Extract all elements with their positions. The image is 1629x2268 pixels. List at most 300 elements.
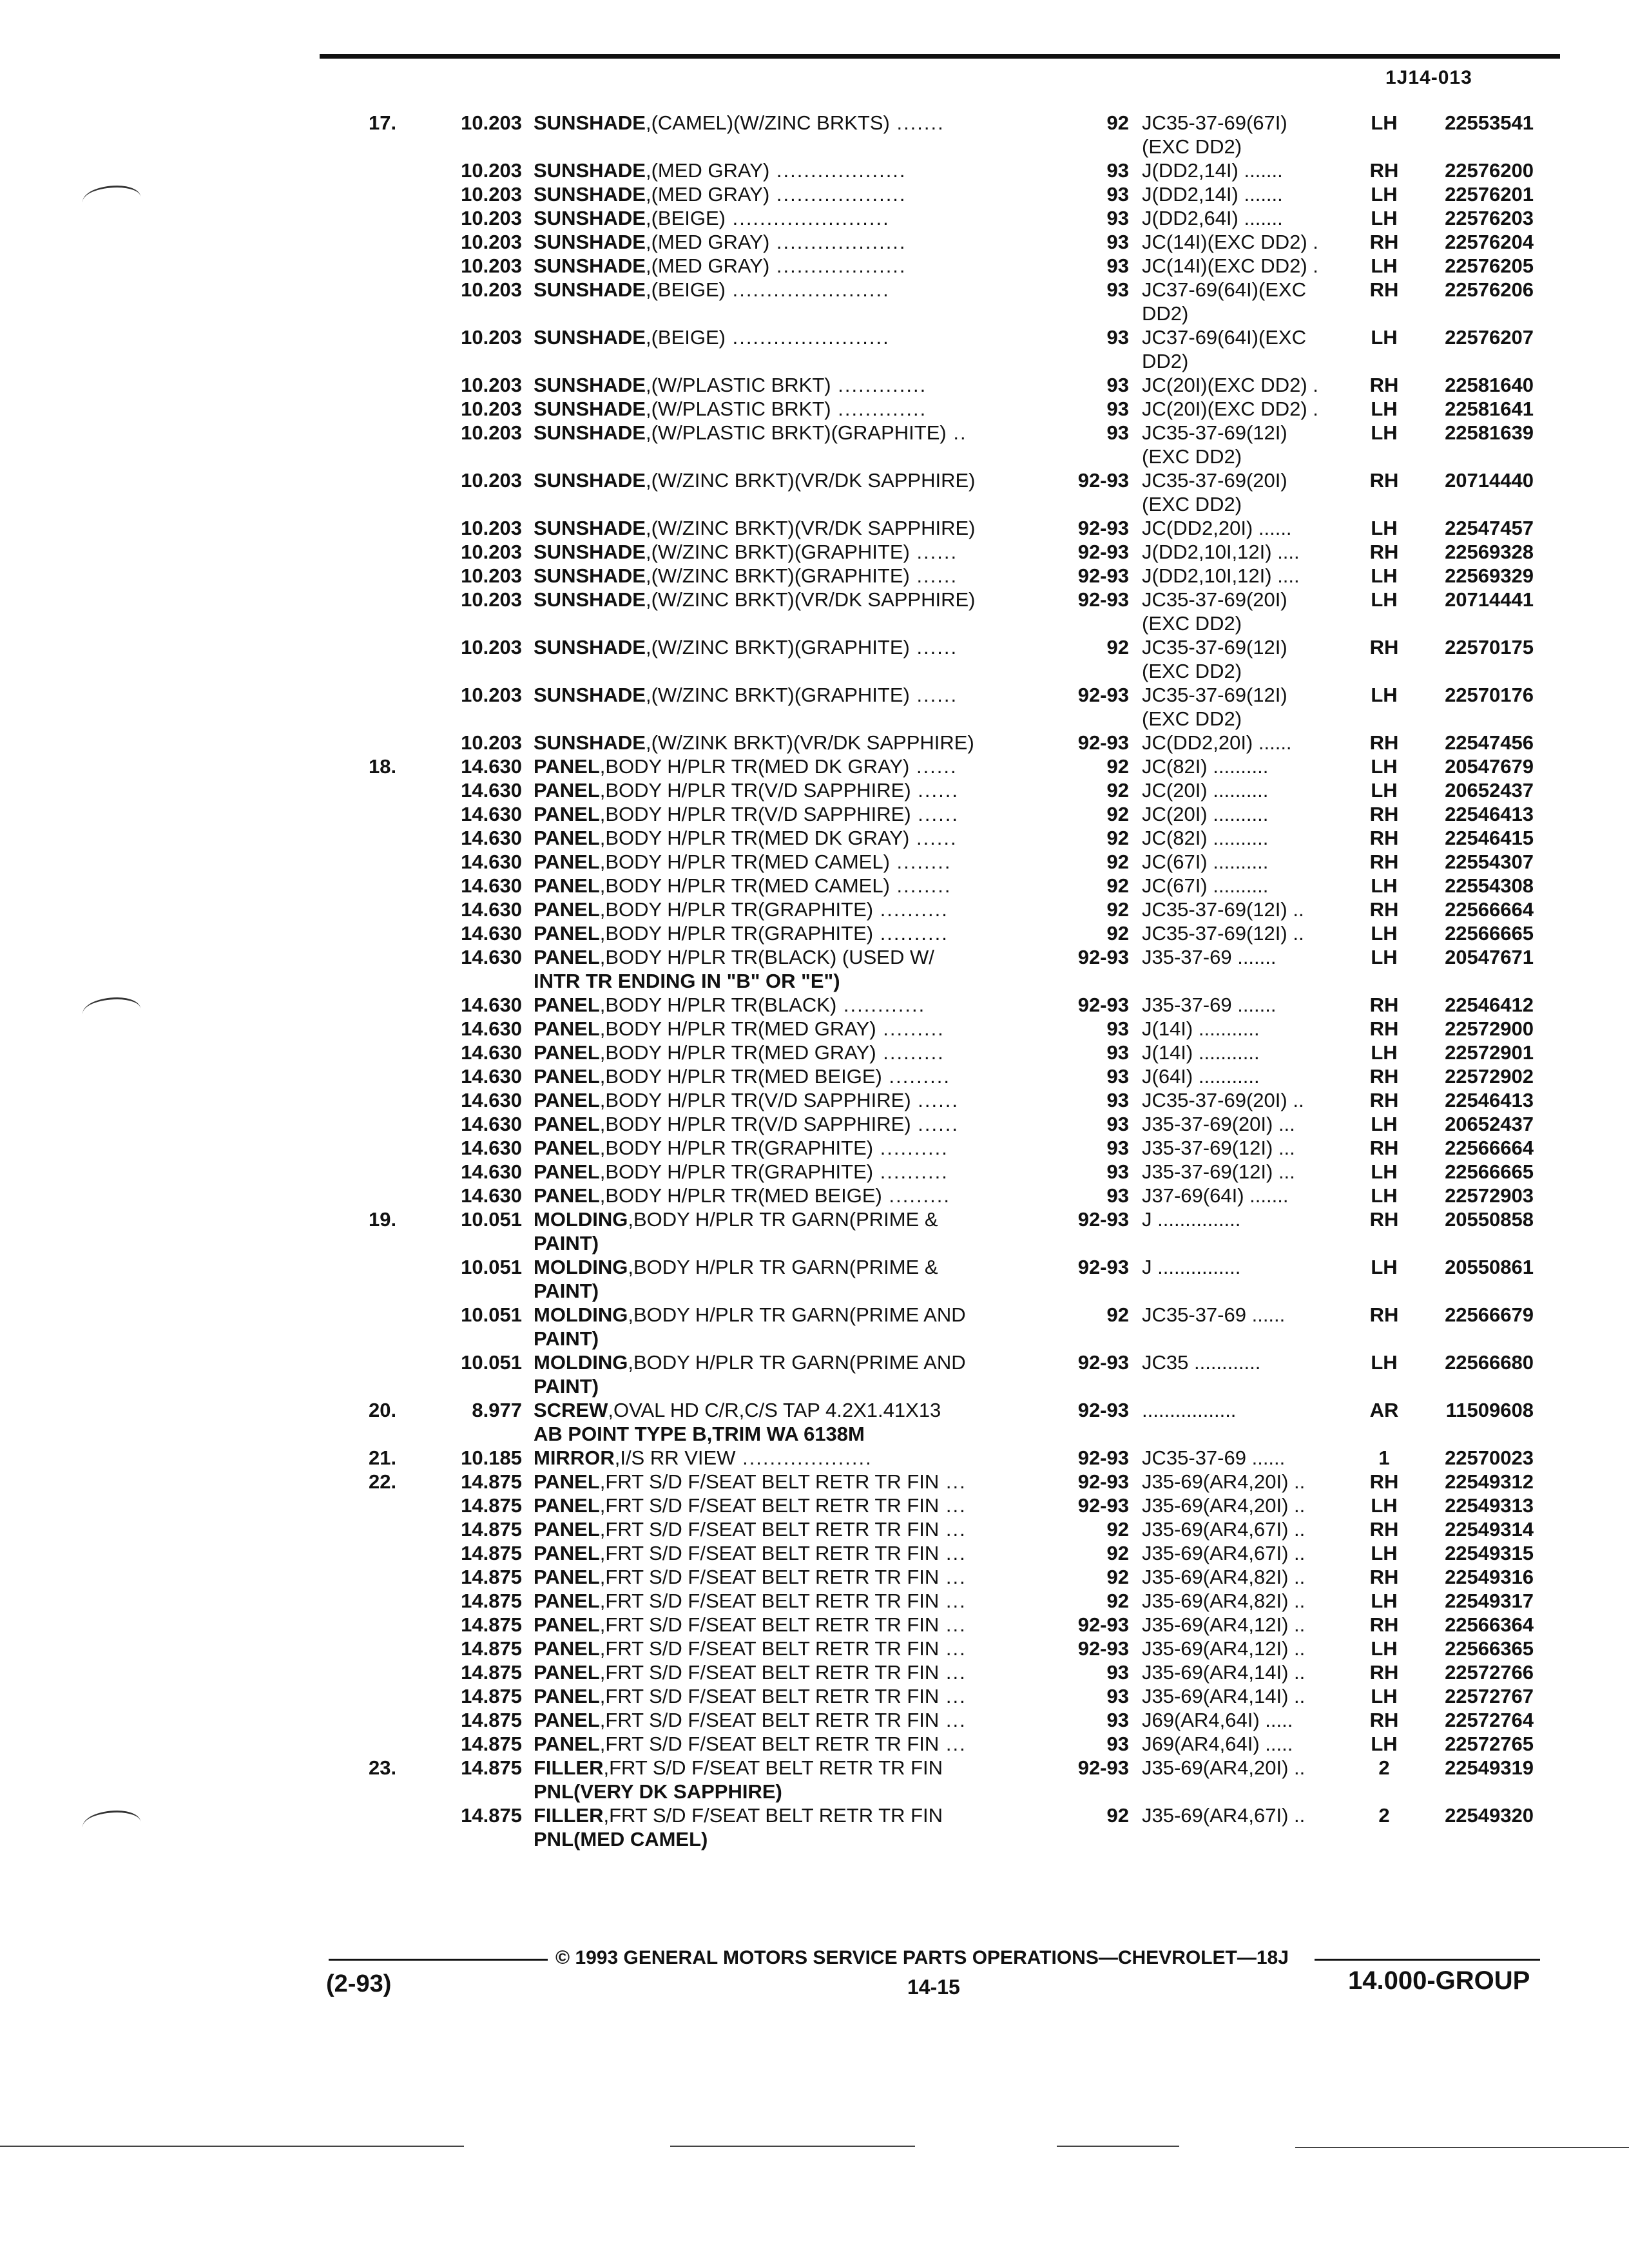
model-application: J37-69(64I) .......	[1142, 1184, 1289, 1207]
scan-edge-line	[1295, 2147, 1629, 2148]
part-number: 22572900	[1445, 1017, 1534, 1040]
reference-number: 14.630	[461, 922, 522, 945]
reference-number: 14.875	[461, 1542, 522, 1564]
leader-dots: ...................	[769, 183, 907, 206]
part-description	[534, 1279, 599, 1303]
reference-number: 10.203	[461, 159, 522, 182]
model-application: J35-37-69(12I) ...	[1142, 1160, 1295, 1183]
parts-row	[0, 1279, 1629, 1303]
model-year: 92-93	[1077, 588, 1129, 611]
parts-row	[0, 945, 1629, 969]
part-name: SUNSHADE	[534, 421, 646, 444]
side-code: LH	[1371, 1637, 1398, 1660]
part-name: SUNSHADE	[534, 469, 646, 492]
leader-dots: ......	[909, 755, 958, 778]
model-year: 93	[1106, 1184, 1129, 1207]
part-detail: ,BODY H/PLR TR(MED CAMEL)	[599, 850, 890, 873]
part-number: 22572903	[1445, 1184, 1534, 1207]
model-application: JC35-37-69 ......	[1142, 1446, 1286, 1469]
part-name: SUNSHADE	[534, 517, 646, 539]
model-application: JC(20I) ..........	[1142, 779, 1269, 802]
side-code: LH	[1371, 1590, 1398, 1612]
part-detail: ,(W/PLASTIC BRKT)	[645, 398, 831, 420]
part-description	[534, 1088, 959, 1112]
part-name: PANEL	[534, 1017, 600, 1040]
model-year: 93	[1106, 207, 1129, 229]
part-name: FILLER	[534, 1804, 604, 1827]
part-description	[534, 1136, 949, 1160]
item-number: 17.	[369, 111, 397, 134]
parts-row	[0, 278, 1629, 302]
model-application: J(14I) ...........	[1142, 1017, 1260, 1040]
parts-row	[0, 564, 1629, 588]
parts-row	[0, 1684, 1629, 1708]
model-application: (EXC DD2)	[1142, 493, 1242, 515]
parts-row	[0, 1350, 1629, 1374]
reference-number: 14.875	[461, 1756, 522, 1779]
model-application: J(DD2,14I) .......	[1142, 159, 1283, 182]
leader-dots: ...	[939, 1542, 967, 1564]
part-name: SUNSHADE	[534, 374, 646, 396]
parts-row	[0, 707, 1629, 731]
reference-number: 14.630	[461, 1184, 522, 1207]
part-number: 22572764	[1445, 1709, 1534, 1731]
part-description	[534, 1565, 967, 1589]
model-year: 92-93	[1077, 1470, 1129, 1493]
part-detail: ,FRT S/D F/SEAT BELT RETR TR FIN	[599, 1542, 940, 1564]
part-description	[534, 397, 927, 421]
part-number: 22546412	[1445, 994, 1534, 1016]
side-code: RH	[1369, 1017, 1399, 1040]
reference-number: 14.630	[461, 1017, 522, 1040]
part-detail: ,BODY H/PLR TR(MED DK GRAY)	[599, 755, 910, 778]
model-application: J35-69(AR4,67I) ..	[1142, 1518, 1306, 1541]
part-name: PANEL	[534, 1685, 600, 1707]
part-number: 22581639	[1445, 421, 1534, 444]
model-application: J(DD2,10I,12I) ....	[1142, 564, 1300, 587]
leader-dots: ......	[911, 779, 959, 802]
part-description	[534, 159, 907, 182]
model-application: DD2)	[1142, 350, 1189, 372]
model-application: J35-69(AR4,82I) ..	[1142, 1590, 1306, 1612]
reference-number: 14.630	[461, 874, 522, 897]
part-description	[534, 1732, 967, 1756]
part-description	[534, 898, 949, 921]
part-detail: ,FRT S/D F/SEAT BELT RETR TR FIN	[599, 1661, 940, 1684]
model-year: 93	[1106, 326, 1129, 349]
side-code: RH	[1369, 1661, 1399, 1684]
part-number: 20652437	[1445, 1113, 1534, 1135]
part-number: 22569328	[1445, 541, 1534, 563]
model-application: J35-69(AR4,14I) ..	[1142, 1685, 1306, 1707]
model-year: 93	[1106, 183, 1129, 206]
item-number: 22.	[369, 1470, 397, 1493]
reference-number: 10.203	[461, 374, 522, 396]
parts-row	[0, 302, 1629, 325]
model-application: J35-69(AR4,20I) ..	[1142, 1470, 1306, 1493]
part-number: 20714440	[1445, 469, 1534, 492]
part-detail: ,BODY H/PLR TR(MED BEIGE)	[599, 1065, 882, 1088]
side-code: RH	[1369, 1470, 1399, 1493]
parts-row	[0, 1732, 1629, 1756]
parts-row	[0, 659, 1629, 683]
model-application: (EXC DD2)	[1142, 660, 1242, 682]
side-code: RH	[1369, 541, 1399, 563]
part-detail: ,FRT S/D F/SEAT BELT RETR TR FIN	[599, 1494, 940, 1517]
parts-row	[0, 445, 1629, 468]
part-description	[534, 1184, 950, 1207]
part-description	[534, 1207, 938, 1231]
model-year: 92-93	[1077, 731, 1129, 754]
side-code: RH	[1369, 278, 1399, 301]
part-detail: ,(MED GRAY)	[645, 183, 770, 206]
part-number: 22549312	[1445, 1470, 1534, 1493]
reference-number: 10.203	[461, 684, 522, 706]
part-description	[534, 945, 934, 969]
model-application: JC(82I) ..........	[1142, 827, 1269, 849]
parts-row	[0, 254, 1629, 278]
model-year: 93	[1106, 1733, 1129, 1755]
part-description	[534, 230, 907, 254]
scan-edge-line	[0, 2146, 464, 2147]
part-number: 22549317	[1445, 1590, 1534, 1612]
leader-dots: ...................	[769, 159, 907, 182]
reference-number: 10.203	[461, 636, 522, 658]
reference-number: 10.203	[461, 111, 522, 134]
part-description	[534, 468, 975, 492]
part-detail: ,(W/ZINC BRKT)(GRAPHITE)	[645, 684, 910, 706]
part-detail: ,(W/ZINK BRKT)(VR/DK SAPPHIRE)	[645, 731, 974, 754]
leader-dots: ...	[939, 1566, 967, 1588]
reference-number: 14.630	[461, 850, 522, 873]
part-description	[534, 874, 951, 898]
part-name: SUNSHADE	[534, 159, 646, 182]
part-number: 22569329	[1445, 564, 1534, 587]
part-detail: ,(CAMEL)(W/ZINC BRKTS)	[645, 111, 890, 134]
model-application: J69(AR4,64I) .....	[1142, 1733, 1293, 1755]
reference-number: 10.203	[461, 207, 522, 229]
part-number: 22546415	[1445, 827, 1534, 849]
model-year: 92-93	[1077, 1613, 1129, 1636]
leader-dots: .............	[831, 398, 927, 420]
leader-dots: .........	[882, 1184, 951, 1207]
model-application: JC35-37-69(67I)	[1142, 111, 1287, 134]
side-code: RH	[1369, 803, 1399, 825]
part-description	[534, 564, 958, 588]
side-code: LH	[1371, 1494, 1398, 1517]
part-detail: ,FRT S/D F/SEAT BELT RETR TR FIN	[599, 1733, 940, 1755]
part-detail: ,BODY H/PLR TR(MED GRAY)	[599, 1041, 876, 1064]
model-application: (EXC DD2)	[1142, 612, 1242, 635]
leader-dots: ..	[946, 421, 967, 444]
parts-row	[0, 325, 1629, 349]
part-name: SUNSHADE	[534, 731, 646, 754]
parts-row	[0, 1017, 1629, 1041]
model-application: .................	[1142, 1399, 1237, 1421]
parts-row	[0, 1589, 1629, 1613]
footer-page-number: 14-15	[907, 1975, 960, 1999]
side-code: LH	[1371, 564, 1398, 587]
side-code: LH	[1371, 874, 1398, 897]
parts-row	[0, 778, 1629, 802]
part-number: 22566680	[1445, 1351, 1534, 1374]
part-description	[534, 1255, 938, 1279]
part-description	[534, 206, 890, 230]
parts-row	[0, 1207, 1629, 1231]
part-name: PANEL	[534, 1470, 600, 1493]
reference-number: 10.051	[461, 1208, 522, 1231]
part-name: PANEL	[534, 1590, 600, 1612]
part-number: 22549314	[1445, 1518, 1534, 1541]
footer-group: 14.000-GROUP	[1348, 1966, 1530, 1995]
model-year: 92-93	[1077, 517, 1129, 539]
part-name: SUNSHADE	[534, 541, 646, 563]
model-application: JC(DD2,20I) ......	[1142, 517, 1292, 539]
part-number: 22576204	[1445, 231, 1534, 253]
side-code: LH	[1371, 1733, 1398, 1755]
reference-number: 14.630	[461, 827, 522, 849]
part-detail: ,I/S RR VIEW	[614, 1446, 736, 1469]
part-detail: ,(MED GRAY)	[645, 255, 770, 277]
parts-row	[0, 349, 1629, 373]
part-detail: ,FRT S/D F/SEAT BELT RETR TR FIN	[599, 1566, 940, 1588]
model-year: 92-93	[1077, 1399, 1129, 1421]
side-code: LH	[1371, 1685, 1398, 1707]
model-application: JC35-37-69 ......	[1142, 1303, 1286, 1326]
model-application: J35-69(AR4,12I) ..	[1142, 1637, 1306, 1660]
parts-row	[0, 1541, 1629, 1565]
part-name: SUNSHADE	[534, 255, 646, 277]
reference-number: 14.630	[461, 803, 522, 825]
reference-number: 10.051	[461, 1303, 522, 1326]
part-number: 22554307	[1445, 850, 1534, 873]
reference-number: 14.630	[461, 755, 522, 778]
part-number: 22549319	[1445, 1756, 1534, 1779]
parts-row	[0, 1398, 1629, 1422]
parts-row	[0, 421, 1629, 445]
model-year: 93	[1106, 1065, 1129, 1088]
parts-row	[0, 540, 1629, 564]
model-application: (EXC DD2)	[1142, 135, 1242, 158]
part-number: 22566364	[1445, 1613, 1534, 1636]
parts-row	[0, 1517, 1629, 1541]
part-name: PANEL	[534, 1542, 600, 1564]
model-year: 92-93	[1077, 541, 1129, 563]
model-year: 93	[1106, 159, 1129, 182]
reference-number: 14.630	[461, 1041, 522, 1064]
leader-dots: ...	[939, 1494, 967, 1517]
parts-row	[0, 731, 1629, 754]
model-year: 93	[1106, 1089, 1129, 1111]
leader-dots: .......................	[725, 207, 890, 229]
part-name: INTR TR ENDING IN "B" OR "E")	[534, 970, 840, 992]
reference-number: 14.630	[461, 779, 522, 802]
parts-row	[0, 230, 1629, 254]
model-year: 92	[1106, 922, 1129, 945]
part-number: 22576200	[1445, 159, 1534, 182]
model-application: JC35-37-69(20I)	[1142, 588, 1287, 611]
parts-row	[0, 683, 1629, 707]
model-application: J35-37-69(20I) ...	[1142, 1113, 1295, 1135]
side-code: LH	[1371, 111, 1398, 134]
reference-number: 14.630	[461, 994, 522, 1016]
part-name: PANEL	[534, 946, 600, 968]
model-application: J35-69(AR4,14I) ..	[1142, 1661, 1306, 1684]
part-detail: ,(W/ZINC BRKT)(GRAPHITE)	[645, 564, 910, 587]
part-description	[534, 1827, 708, 1851]
part-number: 22546413	[1445, 803, 1534, 825]
reference-number: 14.875	[461, 1590, 522, 1612]
parts-row	[0, 874, 1629, 898]
reference-number: 14.875	[461, 1637, 522, 1660]
parts-row	[0, 921, 1629, 945]
part-detail: ,(W/PLASTIC BRKT)	[645, 374, 831, 396]
leader-dots: .......................	[725, 278, 890, 301]
leader-dots: ...................	[769, 255, 907, 277]
part-detail: ,FRT S/D F/SEAT BELT RETR TR FIN	[599, 1590, 940, 1612]
part-description	[534, 1780, 782, 1803]
parts-row	[0, 1780, 1629, 1803]
part-detail: ,BODY H/PLR TR(MED GRAY)	[599, 1017, 876, 1040]
part-name: MOLDING	[534, 1256, 628, 1278]
side-code: LH	[1371, 946, 1398, 968]
part-detail: ,(MED GRAY)	[645, 231, 770, 253]
reference-number: 10.203	[461, 421, 522, 444]
part-detail: ,BODY H/PLR TR GARN(PRIME &	[628, 1256, 938, 1278]
reference-number: 8.977	[472, 1399, 522, 1421]
part-name: PANEL	[534, 994, 600, 1016]
part-detail: ,FRT S/D F/SEAT BELT RETR TR FIN	[599, 1470, 940, 1493]
model-application: JC(82I) ..........	[1142, 755, 1269, 778]
model-year: 93	[1106, 231, 1129, 253]
model-application: JC35-37-69(20I) ..	[1142, 1089, 1304, 1111]
model-year: 92	[1106, 636, 1129, 658]
model-application: JC(DD2,20I) ......	[1142, 731, 1292, 754]
model-year: 93	[1106, 421, 1129, 444]
part-name: PAINT)	[534, 1280, 599, 1302]
leader-dots: ...	[939, 1733, 967, 1755]
model-year: 93	[1106, 1160, 1129, 1183]
part-description	[534, 1613, 967, 1637]
model-application: JC37-69(64I)(EXC	[1142, 278, 1306, 301]
reference-number: 10.203	[461, 469, 522, 492]
part-number: 22570023	[1445, 1446, 1534, 1469]
parts-row	[0, 492, 1629, 516]
part-number: 22549316	[1445, 1566, 1534, 1588]
side-code: RH	[1369, 374, 1399, 396]
leader-dots: .........	[882, 1065, 951, 1088]
parts-row	[0, 898, 1629, 921]
parts-row	[0, 1803, 1629, 1827]
model-year: 92-93	[1077, 1637, 1129, 1660]
part-number: 22566679	[1445, 1303, 1534, 1326]
part-name: PANEL	[534, 779, 600, 802]
part-description	[534, 325, 890, 349]
part-number: 20547679	[1445, 755, 1534, 778]
reference-number: 10.051	[461, 1351, 522, 1374]
part-number: 22546413	[1445, 1089, 1534, 1111]
part-name: PAINT)	[534, 1375, 599, 1398]
leader-dots: ...................	[769, 231, 907, 253]
parts-row	[0, 1136, 1629, 1160]
part-detail: ,(MED GRAY)	[645, 159, 770, 182]
leader-dots: ...	[939, 1685, 967, 1707]
parts-row	[0, 397, 1629, 421]
reference-number: 14.875	[461, 1661, 522, 1684]
model-application: JC35-37-69(20I)	[1142, 469, 1287, 492]
model-year: 92	[1106, 827, 1129, 849]
model-year: 92	[1106, 755, 1129, 778]
reference-number: 14.630	[461, 1089, 522, 1111]
item-number: 18.	[369, 755, 397, 778]
part-name: PANEL	[534, 1184, 600, 1207]
footer-copyright: © 1993 GENERAL MOTORS SERVICE PARTS OPERATIONS—CHEVROLET—18J	[555, 1947, 1289, 1968]
part-detail: ,FRT S/D F/SEAT BELT RETR TR FIN	[603, 1756, 943, 1779]
part-detail: ,(BEIGE)	[645, 278, 726, 301]
reference-number: 14.875	[461, 1470, 522, 1493]
side-code: LH	[1371, 1184, 1398, 1207]
side-code: RH	[1369, 1303, 1399, 1326]
part-number: 22554308	[1445, 874, 1534, 897]
reference-number: 14.875	[461, 1804, 522, 1827]
parts-row	[0, 516, 1629, 540]
part-description	[534, 1064, 950, 1088]
reference-number: 10.203	[461, 278, 522, 301]
model-application: JC(67I) ..........	[1142, 874, 1269, 897]
leader-dots: ...	[939, 1637, 967, 1660]
part-description	[534, 993, 925, 1017]
part-description	[534, 1398, 941, 1422]
part-name: PANEL	[534, 1637, 600, 1660]
item-number: 20.	[369, 1399, 397, 1421]
part-name: PANEL	[534, 1160, 600, 1183]
part-number: 22549313	[1445, 1494, 1534, 1517]
scan-edge-line	[670, 2146, 915, 2147]
reference-number: 10.203	[461, 255, 522, 277]
part-number: 22572767	[1445, 1685, 1534, 1707]
part-description	[534, 1041, 945, 1064]
parts-row	[0, 1494, 1629, 1517]
model-year: 92-93	[1077, 1256, 1129, 1278]
side-code: RH	[1369, 636, 1399, 658]
parts-row	[0, 1303, 1629, 1327]
model-year: 93	[1106, 1661, 1129, 1684]
part-number: 22566664	[1445, 898, 1534, 921]
leader-dots: ......	[909, 827, 958, 849]
part-name: MOLDING	[534, 1303, 628, 1326]
model-year: 92-93	[1077, 684, 1129, 706]
part-number: 22547457	[1445, 517, 1534, 539]
parts-row	[0, 1374, 1629, 1398]
leader-dots: .............	[831, 374, 927, 396]
reference-number: 10.203	[461, 517, 522, 539]
part-number: 11509608	[1445, 1399, 1534, 1421]
reference-number: 14.875	[461, 1709, 522, 1731]
part-name: SUNSHADE	[534, 588, 646, 611]
model-application: J69(AR4,64I) .....	[1142, 1709, 1293, 1731]
part-number: 22581640	[1445, 374, 1534, 396]
part-description	[534, 754, 958, 778]
model-year: 92	[1106, 779, 1129, 802]
leader-dots: ...	[939, 1613, 967, 1636]
side-code: RH	[1369, 1065, 1399, 1088]
parts-row	[0, 850, 1629, 874]
model-year: 93	[1106, 398, 1129, 420]
part-detail: ,FRT S/D F/SEAT BELT RETR TR FIN	[599, 1518, 940, 1541]
part-name: SUNSHADE	[534, 278, 646, 301]
leader-dots: .........	[876, 1017, 945, 1040]
side-code: RH	[1369, 827, 1399, 849]
